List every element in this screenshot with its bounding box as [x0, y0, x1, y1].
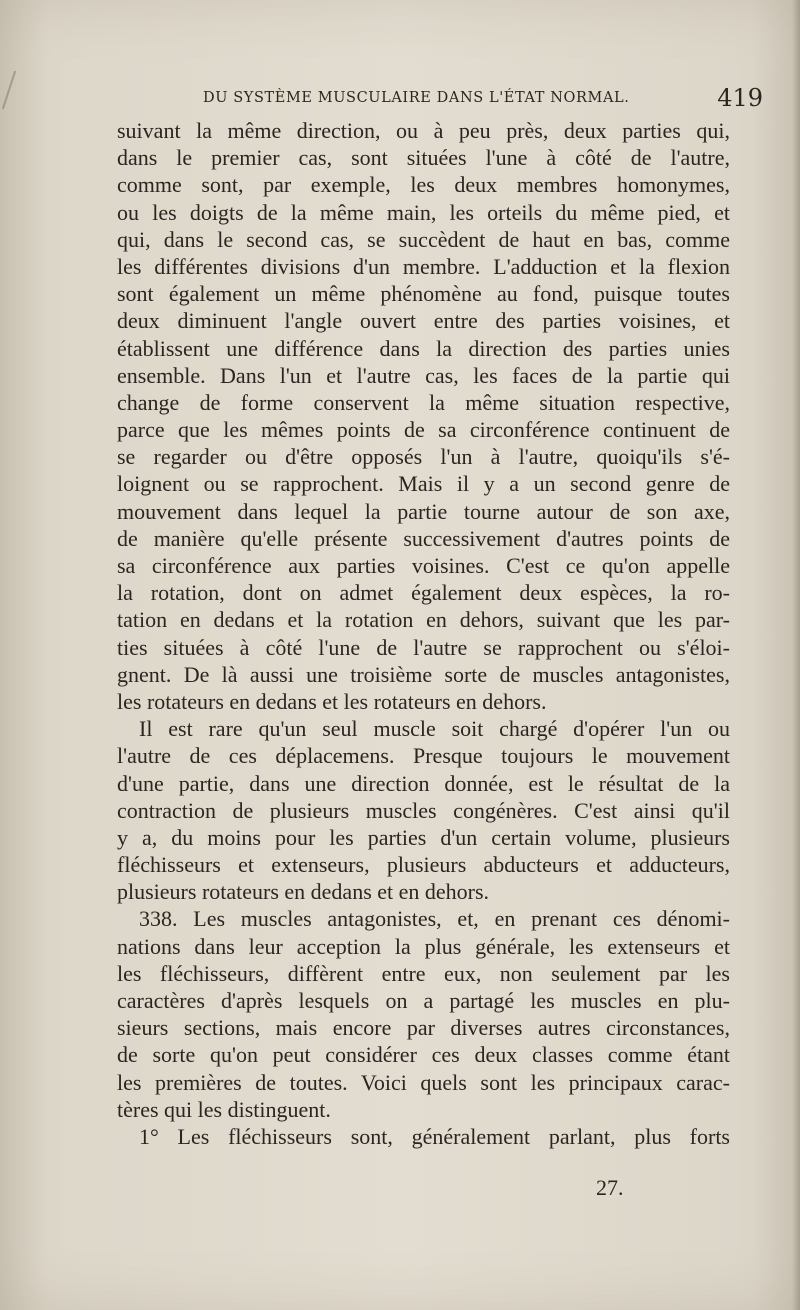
text-line: parce que les mêmes points de sa circonférence continuent de: [117, 417, 730, 443]
text-line: Il est rare qu'un seul muscle soit chargé d'opérer l'un ou: [139, 716, 730, 742]
text-line: loignent ou se rapprochent. Mais il y a un second genre de: [117, 471, 730, 497]
text-line: suivant la même direction, ou à peu près, deux parties qui,: [117, 118, 730, 143]
text-line: plusieurs rotateurs en dedans et en dehors.: [117, 879, 490, 905]
text-line: nations dans leur acception la plus générale, les extenseurs et: [117, 933, 730, 959]
page-number: 419: [717, 84, 763, 112]
text-line: qui, dans le second cas, se succèdent de haut en bas, comme: [117, 226, 730, 252]
text-line: se regarder ou d'être opposés l'un à l'autre, quoiqu'ils s'é-: [117, 444, 730, 470]
text-line: dans le premier cas, sont situées l'une à côté de l'autre,: [117, 145, 730, 171]
text-line: ou les doigts de la même main, les orteils du même pied, et: [117, 199, 730, 225]
text-line: sont également un même phénomène au fond, puisque toutes: [117, 281, 730, 307]
text-line: change de forme conservent la même situation respective,: [117, 389, 730, 415]
text-line: la rotation, dont on admet également deux espèces, la ro-: [117, 580, 730, 606]
text-line: l'autre de ces déplacemens. Presque toujours le mouvement: [117, 743, 730, 769]
text-line: 338. Les muscles antagonistes, et, en prenant ces dénomi-: [139, 906, 730, 932]
text-line: de sorte qu'on peut considérer ces deux classes comme étant: [117, 1042, 730, 1068]
signature-mark: 27.: [596, 1175, 624, 1200]
text-line: les fléchisseurs, diffèrent entre eux, non seulement par les: [117, 960, 730, 986]
page-edge-mark: [2, 71, 16, 110]
text-line: de manière qu'elle présente successivement d'autres points de: [117, 525, 730, 551]
text-line: 1° Les fléchisseurs sont, généralement parlant, plus forts: [139, 1123, 730, 1149]
text-line: les différentes divisions d'un membre. L'adduction et la flexion: [117, 253, 730, 279]
text-line: d'une partie, dans une direction donnée, est le résultat de la: [117, 770, 730, 796]
text-line: mouvement dans lequel la partie tourne autour de son axe,: [117, 498, 730, 524]
text-line: comme sont, par exemple, les deux membres homonymes,: [117, 172, 730, 198]
body-text: [117, 117, 730, 1150]
text-line: contraction de plusieurs muscles congénères. C'est ainsi qu'il: [117, 797, 730, 823]
text-line: établissent une différence dans la direction des parties unies: [117, 335, 730, 361]
running-title: DU SYSTÈME MUSCULAIRE DANS L'ÉTAT NORMAL.: [203, 90, 630, 106]
text-line: les rotateurs en dedans et les rotateurs en dehors.: [117, 688, 547, 714]
text-line: tères qui les distinguent.: [117, 1096, 331, 1122]
text-line: gnent. De là aussi une troisième sorte de muscles antagonistes,: [117, 661, 730, 687]
page-header: [203, 86, 763, 116]
text-line: ensemble. Dans l'un et l'autre cas, les faces de la partie qui: [117, 362, 730, 388]
text-line: ties situées à côté l'une de l'autre se rapprochent ou s'éloi-: [117, 634, 730, 660]
text-line: caractères d'après lesquels on a partagé les muscles en plu-: [117, 988, 730, 1013]
text-line: tation en dedans et la rotation en dehors, suivant que les par-: [117, 607, 730, 633]
text-line: fléchisseurs et extenseurs, plusieurs abducteurs et adducteurs,: [117, 852, 730, 878]
text-line: les premières de toutes. Voici quels sont les principaux carac-: [117, 1069, 730, 1095]
text-line: sa circonférence aux parties voisines. C'est ce qu'on appelle: [117, 553, 730, 578]
text-line: sieurs sections, mais encore par diverses autres circonstances,: [117, 1015, 730, 1041]
text-line: y a, du moins pour les parties d'un certain volume, plusieurs: [117, 824, 730, 850]
text-line: deux diminuent l'angle ouvert entre des parties voisines, et: [117, 308, 730, 334]
